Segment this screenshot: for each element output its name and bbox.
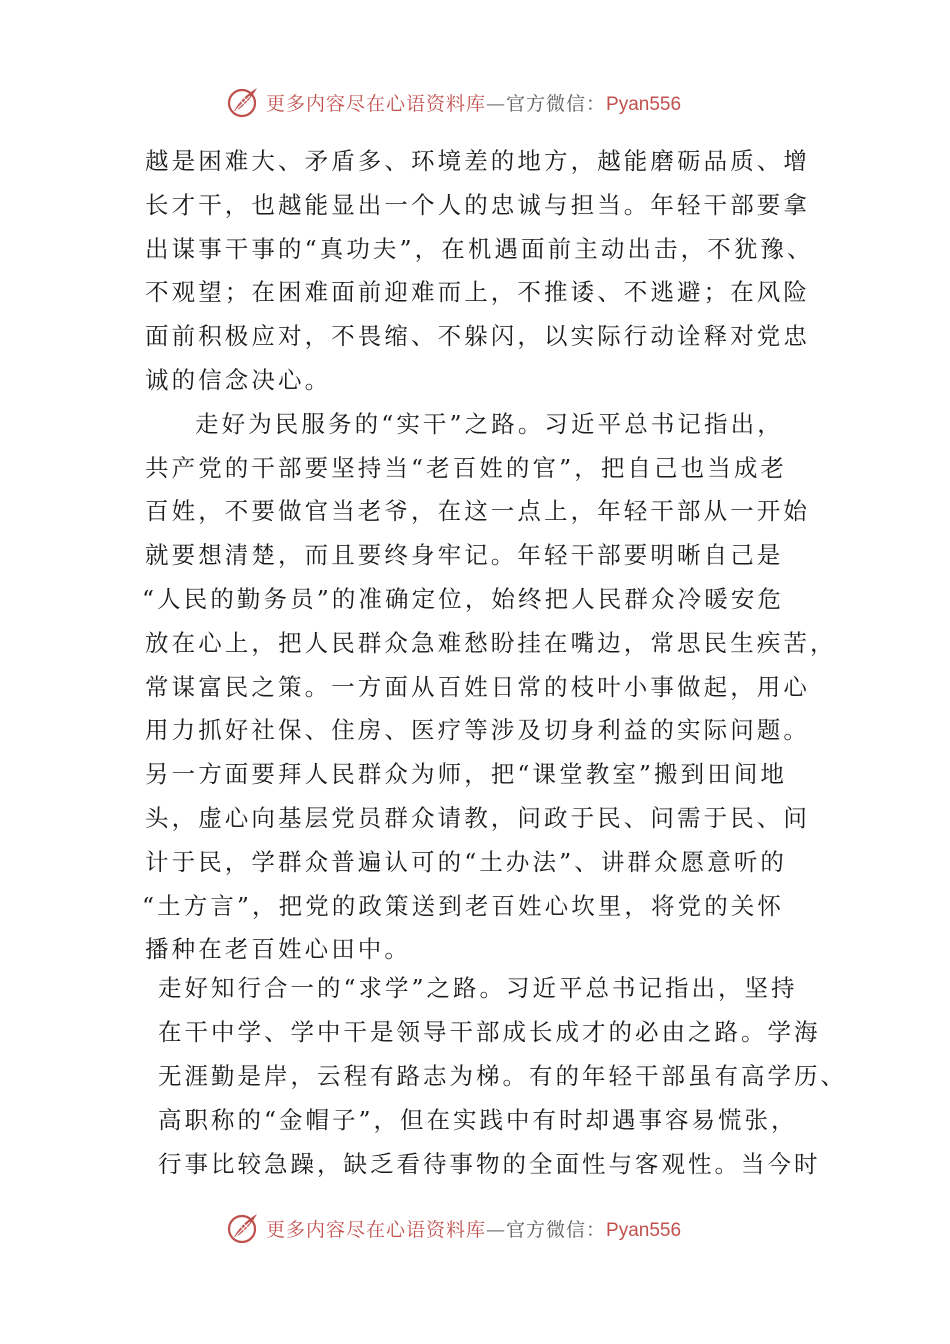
- text-line: 就要想清楚，而且要终身牢记。年轻干部要明晰自己是: [145, 541, 784, 570]
- text-line: 无涯勤是岸，云程有路志为梯。有的年轻干部虽有高学历、: [158, 1062, 847, 1090]
- text-line: 放在心上，把人民群众急难愁盼挂在嘴边，常思民生疾苦，: [145, 628, 837, 657]
- banner-official-label: 官方微信：: [506, 92, 607, 115]
- text-line: 计于民，学群众普遍认可的“土办法”、讲群众愿意听的: [145, 847, 788, 876]
- text-line: 越是困难大、矛盾多、环境差的地方，越能磨砺品质、增: [145, 147, 810, 175]
- text-line: 行事比较急躁，缺乏看待事物的全面性与客观性。当今时: [158, 1150, 821, 1178]
- banner-dash: —: [486, 1218, 507, 1241]
- banner-wechat-id: Pyan556: [606, 93, 682, 115]
- text-line: 出谋事干事的“真功夫”，在机遇面前主动出击，不犹豫、: [145, 234, 814, 263]
- quill-logo-icon: [226, 84, 262, 120]
- text-line: 在干中学、学中干是领导干部成长成才的必由之路。学海: [158, 1018, 821, 1046]
- text-line: 播种在老百姓心田中。: [145, 935, 411, 964]
- text-line: 另一方面要拜人民群众为师，把“课堂教室”搬到田间地: [145, 760, 788, 789]
- text-line: 长才干，也越能显出一个人的忠诚与担当。年轻干部要拿: [145, 190, 810, 219]
- text-line: 百姓，不要做官当老爷，在这一点上，年轻干部从一开始: [145, 497, 810, 526]
- quill-logo-icon: [226, 1210, 262, 1246]
- document-body: [142, 140, 837, 972]
- paragraph-3: [158, 966, 847, 1186]
- banner-text: [266, 89, 681, 116]
- text-line: 用力抓好社保、住房、医疗等涉及切身利益的实际问题。: [145, 716, 810, 745]
- text-line: 走好知行合一的“求学”之路。习近平总书记指出，坚持: [158, 974, 798, 1002]
- footer-banner: [226, 1208, 746, 1248]
- paragraph-1: [145, 140, 837, 403]
- text-line: 不观望；在困难面前迎难而上，不推诿、不逃避；在风险: [145, 278, 810, 307]
- text-line: 面前积极应对，不畏缩、不躲闪，以实际行动诠释对党忠: [145, 322, 810, 351]
- banner-site-name: 更多内容尽在心语资料库: [266, 1218, 487, 1241]
- text-line: “土方言”，把党的政策送到老百姓心坎里，将党的关怀: [142, 891, 785, 920]
- text-line: 共产党的干部要坚持当“老百姓的官”，把自己也当成老: [145, 453, 788, 482]
- banner-site-name: 更多内容尽在心语资料库: [266, 92, 487, 115]
- text-line: 走好为民服务的“实干”之路。习近平总书记指出，: [195, 409, 784, 438]
- paragraph-2: [142, 403, 837, 972]
- banner-dash: —: [486, 92, 507, 115]
- banner-wechat-id: Pyan556: [606, 1219, 682, 1241]
- text-line: 高职称的“金帽子”，但在实践中有时却遇事容易慌张，: [158, 1106, 798, 1134]
- text-line: “人民的勤务员”的准确定位，始终把人民群众冷暖安危: [142, 584, 785, 613]
- banner-official-label: 官方微信：: [506, 1218, 607, 1241]
- header-banner: [226, 82, 746, 122]
- text-line: 常谋富民之策。一方面从百姓日常的枝叶小事做起，用心: [145, 672, 810, 701]
- text-line: 头，虚心向基层党员群众请教，问政于民、问需于民、问: [145, 803, 810, 832]
- text-line: 诚的信念决心。: [145, 365, 332, 394]
- banner-text: [266, 1215, 681, 1242]
